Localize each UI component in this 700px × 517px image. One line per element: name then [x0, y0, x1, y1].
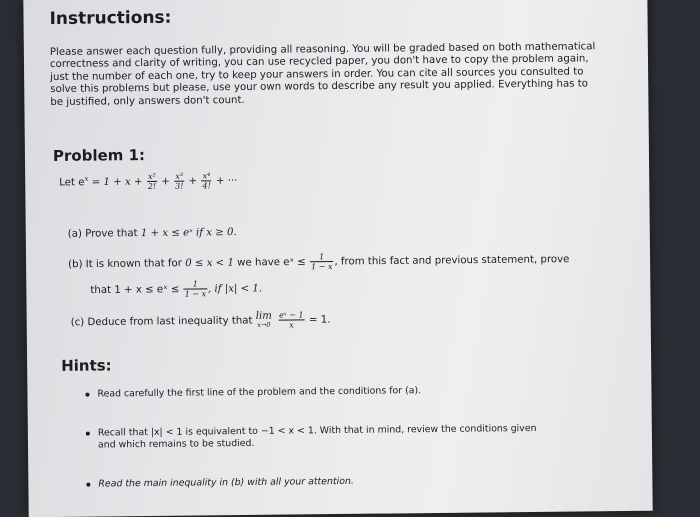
definition-exp: x [84, 174, 89, 183]
definition-prefix: Let e [59, 177, 85, 189]
instructions-line: just the number of each one, try to keep your answers in order. You can cite all sources you consulted to [50, 66, 584, 83]
limit-operator: lim x→0 [255, 310, 272, 329]
definition-tail: + ··· [215, 175, 238, 187]
part-b-line2-cond: , if |x| < 1. [207, 283, 263, 295]
instructions-line: be justified, only answers don't count. [50, 94, 245, 108]
instructions-line: solve this problems but please, use your own words to describe any result you applied. Everything has to [50, 78, 589, 96]
instructions-line: correctness and clarity of writing, you can use recycled paper, you don't have to copy the problem again, [49, 53, 589, 71]
part-b-suffix: , from this fact and previous statement, prove [334, 254, 570, 268]
part-a-label: (a) Prove that [67, 228, 138, 240]
hint-item: Read carefully the first line of the problem and the conditions for (a). [85, 385, 421, 400]
instructions-paragraph [50, 41, 596, 109]
part-b-line2 [90, 279, 262, 300]
part-b-line1 [68, 250, 570, 274]
bullet-icon [86, 431, 90, 435]
problem-title: Problem 1: [52, 146, 146, 165]
bullet-icon [86, 482, 90, 486]
part-a-condition: if x ≥ 0. [195, 227, 237, 239]
hints-title: Hints: [61, 356, 112, 375]
part-c [71, 310, 331, 332]
part-c-label: (c) Deduce from last inequality that [70, 315, 253, 329]
part-b-line2-start: that 1 + x ≤ eˣ ≤ [90, 284, 180, 297]
hint-item: Recall that |x| < 1 is equivalent to −1 < x < 1. With that in mind, review the conditions given and which remains to be studied. [86, 423, 537, 452]
part-b-fraction-2: $\frac{1}{1 - x}$ [184, 279, 207, 299]
part-b-range: 0 ≤ x < 1 [185, 257, 234, 270]
definition-series: = 1 + x + [91, 176, 143, 189]
part-c-result: = 1. [308, 314, 331, 326]
hint-item: Read the main inequality in (b) with all your attention. [86, 476, 354, 490]
part-a-inequality: 1 + x ≤ eˣ [140, 227, 193, 240]
series-term: $\frac{\text{x⁴}}{4!}$ [202, 171, 211, 191]
part-b-fraction: $\frac{1}{1 - x}$ [311, 252, 333, 272]
part-a [68, 227, 237, 240]
bullet-icon [85, 392, 89, 396]
series-term: $\frac{\text{x²}}{2!}$ [147, 171, 157, 191]
series-definition: Let $e^x = 1 + x$ + $\frac{\text{x²}}{2!}$ + $\frac{\text{x³}}{3!}$ + $\frac{\text{x⁴}}{4!}$ + ··· [59, 171, 238, 191]
paper-sheet [23, 0, 652, 517]
instructions-title: Instructions: [49, 7, 172, 30]
part-c-fraction: $\frac{\text{eˣ − 1}}{x}$ [279, 310, 304, 330]
instructions-line: Please answer each question fully, providing all reasoning. You will be graded based on both mathematical [49, 41, 596, 59]
part-b-label: (b) It is known that for [68, 258, 182, 271]
series-term: $\frac{\text{x³}}{3!}$ [175, 171, 184, 191]
part-b-mid: we have eˣ ≤ [237, 256, 306, 269]
